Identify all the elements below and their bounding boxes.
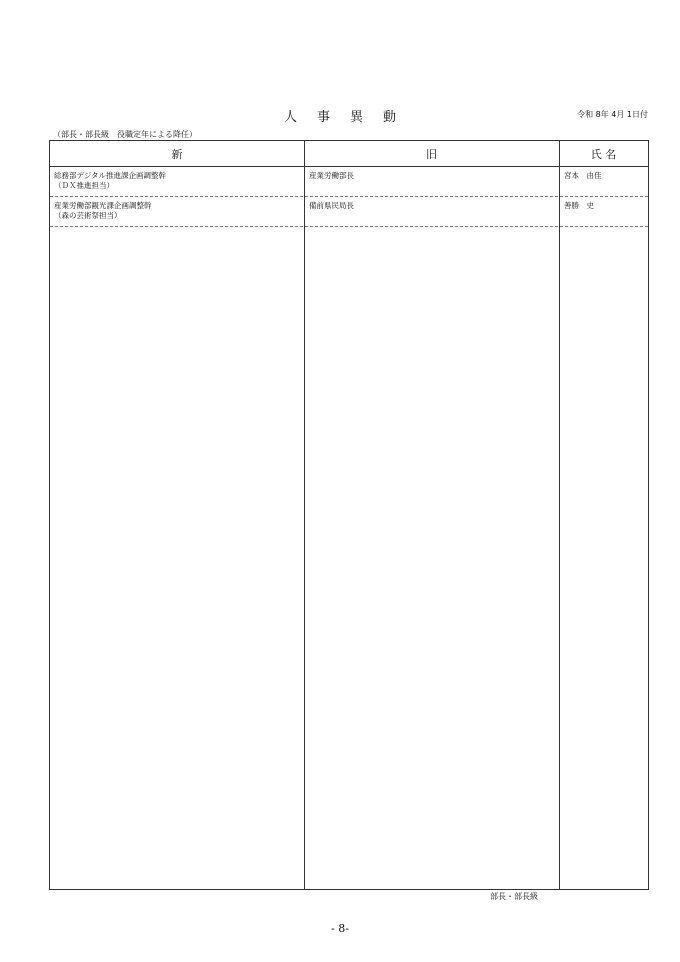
person-name: 宮本 由佳: [564, 171, 602, 180]
new-position-title: 総務部デジタル推進課企画調整幹: [54, 171, 167, 180]
table-row: [50, 167, 648, 197]
column-divider: [304, 141, 305, 889]
table-row: [50, 197, 648, 227]
column-divider: [559, 141, 560, 889]
new-position-note: （森の芸術祭担当）: [54, 211, 122, 220]
footer-classification: 部長・部長級: [490, 892, 538, 901]
old-position: 産業労働部長: [309, 171, 354, 180]
header-name: 氏 名: [590, 148, 617, 161]
new-position: [54, 201, 152, 221]
effective-date: 令和 8年 4月 1日付: [577, 110, 648, 119]
new-position-note: （ＤＸ推進担当）: [54, 181, 114, 190]
section-subtitle: （部長・部長級 役職定年による降任）: [53, 130, 197, 139]
header-new: 新: [171, 148, 183, 161]
header-old: 旧: [426, 148, 437, 161]
page-title-text: 人事異動: [283, 110, 416, 125]
table-header: [50, 141, 648, 167]
new-position: [54, 171, 166, 191]
old-position: 備前県民局長: [309, 201, 354, 210]
page-number: - 8-: [331, 922, 349, 935]
person-name: 善勝 史: [564, 201, 594, 210]
personnel-table: [49, 140, 649, 890]
new-position-title: 産業労働部観光課企画調整幹: [54, 201, 152, 210]
